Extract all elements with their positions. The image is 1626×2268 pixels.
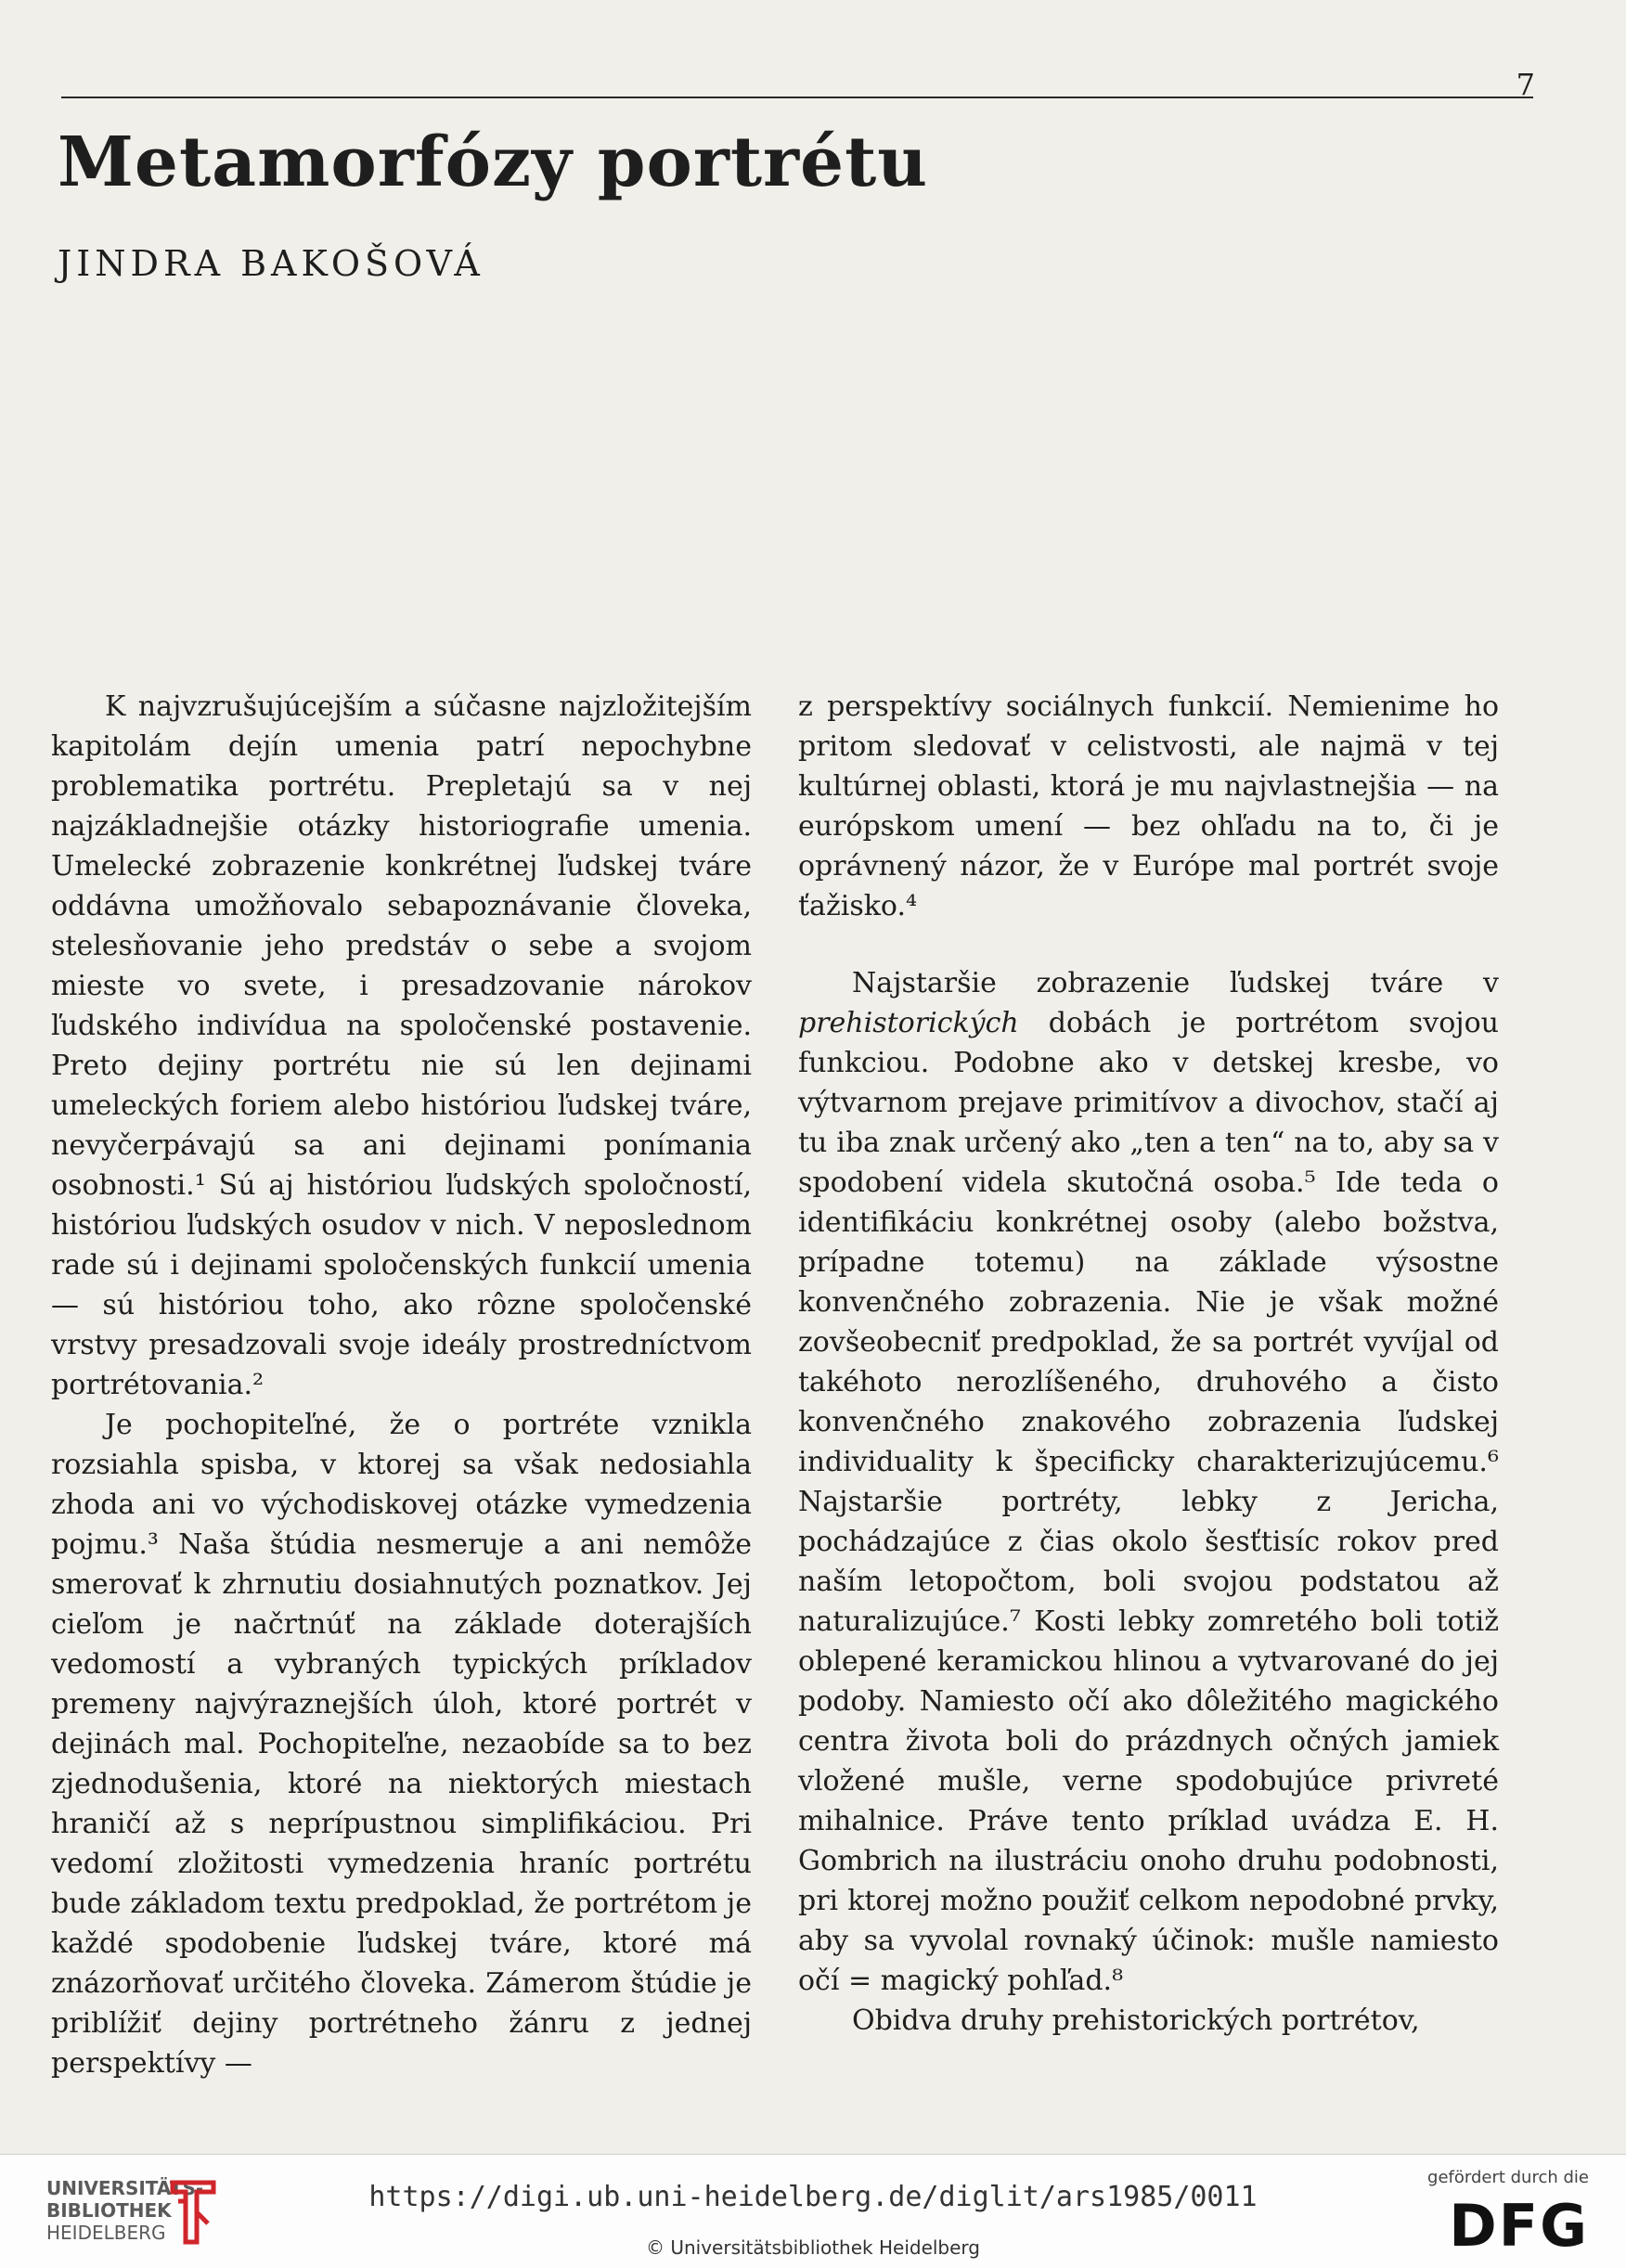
paragraph-text: Najstaršie zobrazenie ľudskej tváre v xyxy=(852,967,1499,999)
article-author: JINDRA BAKOŠOVÁ xyxy=(58,243,484,284)
right-column xyxy=(798,687,1499,2041)
document-url-link[interactable]: https://digi.ub.uni-heidelberg.de/diglit/ars1985/0011 xyxy=(368,2181,1258,2213)
logo-line: UNIVERSITÄTS- xyxy=(46,2177,204,2199)
logo-line: BIBLIOTHEK xyxy=(46,2199,172,2222)
article-title: Metamorfózy portrétu xyxy=(58,122,929,202)
logo-line: HEIDELBERG xyxy=(46,2222,166,2244)
funding-label: gefördert durch die xyxy=(1427,2168,1589,2187)
paragraph: Obidva druhy prehistorických portrétov, xyxy=(852,2004,1420,2037)
left-column xyxy=(51,687,752,2083)
paragraph: Je pochopiteľné, že o portréte vznikla rozsiahla spisba, v ktorej sa však nedosiahla zhoda ani vo východiskovej otázke vymedzenia pojmu.³ Naša štúdia nesmeruje a ani nemôže smerovať k zhrnutiu dosiahnutých poznatkov. Jej cieľom je načrtnúť na základe doterajších vedomostí a vybraných typických príkladov premeny najvýraznejších úloh, ktoré portrét v dejinách mal. Pochopiteľne, nezaobíde sa to bez zjednodušenia, ktoré na niektorých miestach hraničí až s neprípustnou simplifikáciou. Pri vedomí zložitosti vymedzenia hraníc portrétu bude základom textu predpoklad, že portrétom je každé spodobenie ľudskej tváre, ktoré má znázorňovať určitého človeka. Zámerom štúdie je priblížiť dejiny portrétneho žánru z jednej perspektívy — xyxy=(51,1409,752,2080)
paragraph xyxy=(798,963,1499,2001)
italic-term: prehistorických xyxy=(798,1007,1019,1039)
paragraph: z perspektívy sociálnych funkcií. Nemienime ho pritom sledovať v celistvosti, ale najmä v tej kultúrnej oblasti, ktorá je mu najvlastnejšia — na európskom umení — bez ohľadu na to, či je oprávnený názor, že v Európe mal portrét svoje ťažisko.⁴ xyxy=(798,690,1499,922)
library-footer xyxy=(0,2154,1626,2268)
copyright-notice: © Universitätsbibliothek Heidelberg xyxy=(645,2236,980,2259)
dfg-logo: DFG xyxy=(1449,2192,1589,2260)
paragraph: K najvzrušujúcejším a súčasne najzložitejším kapitolám dejín umenia patrí nepochybne problematika portrétu. Prepletajú sa v nej najzákladnejšie otázky historiografie umenia. Umelecké zobrazenie konkrétnej ľudskej tváre oddávna umožňovalo sebapoznávanie človeka, stelesňovanie jeho predstáv o sebe a svojom mieste vo svete, i presadzovanie nárokov ľudského indivídua na spoločenské postavenie. Preto dejiny portrétu nie sú len dejinami umeleckých foriem alebo históriou ľudskej tváre, nevyčerpávajú sa ani dejinami ponímania osobnosti.¹ Sú aj históriou ľudských spoločností, históriou ľudských osudov v nich. V neposlednom rade sú i dejinami spoločenských funkcií umenia — sú históriou toho, ako rôzne spoločenské vrstvy presadzovali svoje ideály prostredníctvom portrétovania.² xyxy=(51,690,752,1401)
paragraph-text: dobách je portrétom svojou funkciou. Podobne ako v detskej kresbe, vo výtvarnom prejave primitívov a divochov, stačí aj tu iba znak určený ako „ten a ten“ na to, aby sa v spodobení videla skutočná osoba.⁵ Ide teda o identifikáciu konkrétnej osoby (alebo božstva, prípadne totemu) na základe výsostne konvenčného zobrazenia. Nie je však možné zovšeobecniť predpoklad, že sa portrét vyvíjal od takéhoto nerozlíšeného, druhového a čisto konvenčného znakového zobrazenia ľudskej individuality k špecificky charakterizujúcemu.⁶ Najstaršie portréty, lebky z Jericha, pochádzajúce z čias okolo šesťtisíc rokov pred naším letopočtom, boli svojou podstatou až naturalizujúce.⁷ Kosti lebky zomretého boli totiž oblepené keramickou hlinou a vytvarované do jej podoby. Namiesto očí ako dôležitého magického centra života boli do prázdnych očných jamiek vložené mušle, verne spodobujúce privreté mihalnice. Práve tento príklad uvádza E. H. Gombrich na ilustráciu onoho druhu podobnosti, pri ktorej možno použiť celkom nepodobné prvky, aby sa vyvolal rovnaký účinok: mušle namiesto očí = magický pohľad.⁸ xyxy=(798,1007,1499,1997)
page-number: 7 xyxy=(1516,67,1535,102)
header-rule xyxy=(61,97,1533,98)
